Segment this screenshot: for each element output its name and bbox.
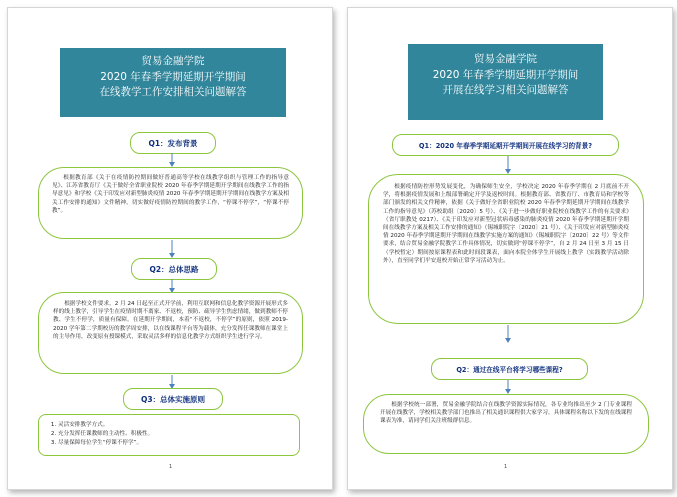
down-arrow-icon xyxy=(167,153,177,167)
left-q2-answer xyxy=(38,292,303,374)
right-title-line-3: 开展在线学习相关问题解答 xyxy=(442,84,569,96)
left-title-line-1: 贸易金融学院 xyxy=(141,55,205,67)
left-title-line-3: 在线教学工作安排相关问题解答 xyxy=(99,86,247,98)
left-q1-text: 根据教育部《关于在疫情防控期间做好普通高等学校在线教学组织与管理工作的指导意见》、江苏省教育厅《关于做好全省职业院校 2020 年春季学期延期开学期间在线教学工作的指导意见》和学校《关于印发应对新型肺炎疫情 2020 年春季学期延期开学期间在线教学方案及相关工作安排的通知》文件精神，切实做好疫情防控期间的教学工作，“停课不停学”，“停课不停教”。 xyxy=(52,175,289,214)
right-q1-answer xyxy=(368,174,644,324)
right-title-banner xyxy=(408,44,603,120)
down-arrow-icon xyxy=(167,279,177,293)
left-page-number: 1 xyxy=(169,464,173,470)
right-q2-text: 根据学校统一部署，贸易金融学院结合在线教学资源实际情况，各专业均推出至少 2 门专业课程开展在线教学，学校相关教学部门也推出了相关通识课程供大家学习。具体课程名称以下发的在线课程课表为准，请同学们关注班级群信息。 xyxy=(380,402,632,425)
left-q2-text: 根据学校文件要求，2 月 24 日起至正式开学前，利用互联网和信息化教学资源开展形式多样的线上教学，引导学生在疫情时期不离家、不返校，预防、疏导学生焦虑情绪，做到教师不停教、学生不停学，质量有保障。在延期开学期间，本着“不返校，不停学”的原则，依照 2019-2020 学年第二学期校历的教学周安排，以在线课程平台等为载体，充分发挥任课教师在课堂上的主导作用，改变原有授课模式，采取灵活多样的信息化教学方式组织学生进行学习。 xyxy=(53,301,288,340)
left-q3-list xyxy=(38,414,300,456)
right-q1-heading: Q1：2020 年春季学期延期开学期间开展在线学习的背景? xyxy=(392,134,619,156)
right-q1-text: 根据疫情防控形势发展变化，为确保师生安全，学校决定 2020 年春季学期在 2 月底前不开学，将根据疫情发展和上级部署确定开学及返校时间。根据教育部、省教育厅、市教育局和学校等部门颁发的相关文件精神，依据《关于做好全省职业院校 2020 年春季学期延期开学期间在线教学工作的指导意见》（苏校助组〔2020〕5 号）、《关于进一步做好职业院校在线教学工作的有关要求》（省厅职教处 0217）、《关于印发应对新型冠状病毒感染的肺炎疫情 2020 年春季学期延期开学期间在线教学方案及相关工作安排的通知》（锡城职院字〔2020〕21 号）、《关于印发应对新型肺炎疫情 2020 年春季学期延期开学期间在线教学实施方案的通知》（锡城职院字〔2020〕22 号）等文件要求，结合贸易金融学院教学工作具体情况，切实做到“停课不停学”，自 2 月 24 日至 3 月 15 日（学校暂定）期间按原课程表和此时间段课表，面向本院全体学生开展线上教学（实践教学活动除外），直至同学们平安返校开始正常学习活动为止。 xyxy=(383,184,629,264)
right-q2-heading: Q2：通过在线平台将学习哪些课程? xyxy=(431,358,588,380)
right-page xyxy=(347,7,673,490)
down-arrow-icon xyxy=(503,325,513,343)
down-arrow-icon xyxy=(167,240,177,258)
right-q2-answer xyxy=(363,394,649,454)
left-q3-item-2: 2. 充分发挥任课教师的主动性、积极性。 xyxy=(58,430,289,439)
down-arrow-icon xyxy=(503,380,513,394)
down-arrow-icon xyxy=(503,156,513,174)
down-arrow-icon xyxy=(167,375,177,389)
left-title-line-2: 2020 年春季学期延期开学期间 xyxy=(100,70,246,83)
left-title-banner xyxy=(60,48,286,117)
left-q3-heading: Q3：总体实施原则 xyxy=(123,388,223,410)
left-page xyxy=(7,7,333,490)
left-q3-item-3: 3. 尽量保障每位学生“停课不停学”。 xyxy=(58,439,289,448)
right-title-line-2: 2020 年春季学期延期开学期间 xyxy=(432,68,579,81)
left-q2-heading: Q2：总体思路 xyxy=(131,258,217,280)
left-q3-item-1: 1. 灵活安排教学方式。 xyxy=(58,421,289,430)
right-title-line-1: 贸易金融学院 xyxy=(474,53,537,65)
left-q1-heading: Q1：发布背景 xyxy=(130,132,216,154)
right-page-number: 1 xyxy=(504,464,508,470)
left-q1-answer xyxy=(38,167,303,239)
